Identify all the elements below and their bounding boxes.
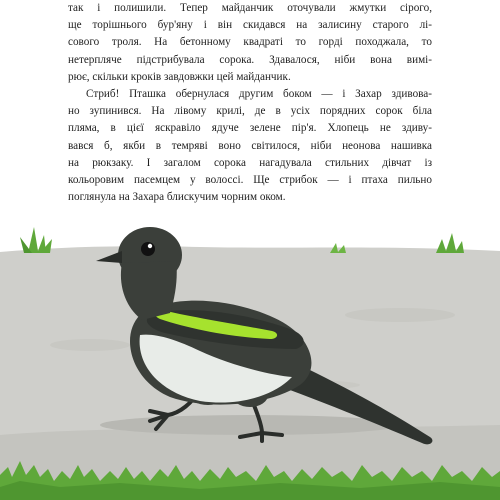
text-line: так і полишили. Тепер майданчик оточували жмутки сірого, [68, 2, 432, 14]
ground-spot [50, 339, 130, 351]
text-line: Стриб! Пташка обернулася другим боком — і Захар здивова- [86, 87, 432, 100]
text-line: на рюкзаку. І загалом сорока нагадувала стильних дівчат із [68, 156, 432, 169]
magpie-illustration [0, 225, 500, 500]
paragraph-1 [68, 0, 432, 86]
text-line: ще торішнього бур'яну і він скидався на залисину старого лі- [68, 19, 432, 32]
bird-shadow [100, 415, 400, 435]
story-text [68, 0, 432, 206]
text-line: пляма, в цієї яскравіло ядуче зелене пір'я. Хлопець не здиву- [68, 122, 432, 135]
text-line: нетерпляче підстрибувала сорока. Здавалося, ніби вона вимі- [68, 53, 432, 66]
text-line: вався б, якби в темряві воно світилося, ніби неонова нашивка [68, 139, 432, 152]
text-line: кольоровим пасемцем у волоссі. Ще стрибок — і птаха пильно [68, 173, 432, 186]
grass-tuft-right [436, 233, 464, 253]
text-line: сового троля. На бетонному квадраті то горді походжала, то [68, 36, 432, 49]
bird-eye-highlight [148, 244, 152, 248]
ground-spot [345, 308, 455, 322]
grass-tuft-left [20, 227, 52, 253]
bird-eye [141, 242, 155, 256]
text-line: рює, скільки кроків завдовжки цей майданчик. [68, 70, 291, 83]
text-line: но зупинився. На лівому крилі, де в усіх порядних сорок біла [68, 105, 432, 118]
text-line: поглянула на Захара блискучим чорним оком. [68, 191, 286, 204]
paragraph-2 [68, 86, 432, 206]
